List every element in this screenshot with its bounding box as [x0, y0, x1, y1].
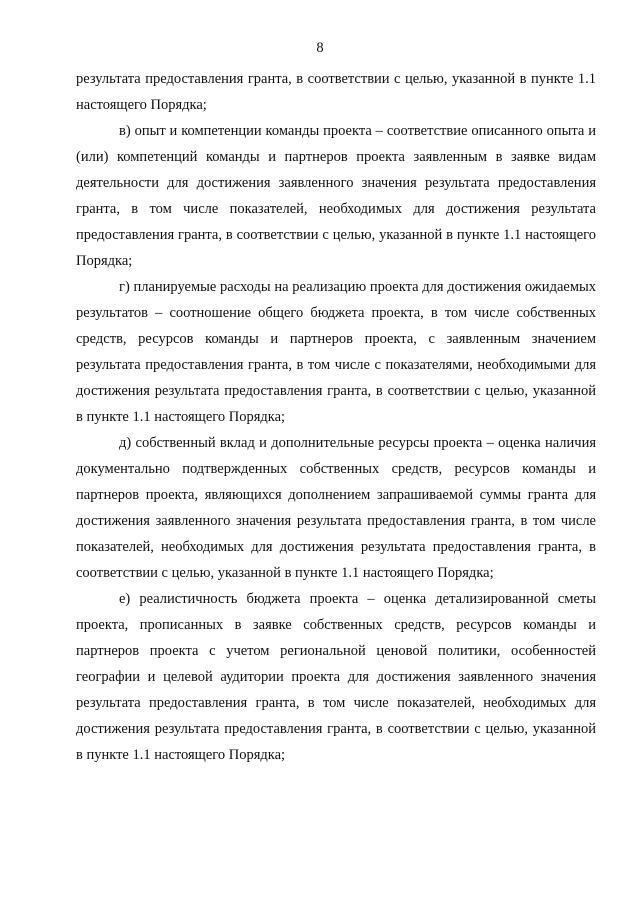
paragraph-item-d: д) собственный вклад и дополнительные ресурсы проекта – оценка наличия документально подтвержденных собственных средств, ресурсов команды и партнеров проекта, являющихся дополнением запрашиваемой суммы гранта для достижения заявленного значения результата предоставления гранта, в том числе показателей, необходимых для достижения результата предоставления гранта, в соответствии с целью, указанной в пункте 1.1 настоящего Порядка; [76, 435, 596, 581]
document-body [76, 66, 596, 768]
paragraph-item-v: в) опыт и компетенции команды проекта – соответствие описанного опыта и (или) компетенций команды и партнеров проекта заявленным в заявке видам деятельности для достижения заявленного значения результата предоставления гранта, в том числе показателей, необходимых для достижения результата предоставления гранта, в соответствии с целью, указанной в пункте 1.1 настоящего Порядка; [76, 123, 596, 269]
paragraph-item-e: е) реалистичность бюджета проекта – оценка детализированной сметы проекта, прописанных в заявке собственных средств, ресурсов команды и партнеров проекта с учетом региональной ценовой политики, особенностей географии и целевой аудитории проекта для достижения заявленного значения результата предоставления гранта, в том числе показателей, необходимых для достижения результата предоставления гранта, в соответствии с целью, указанной в пункте 1.1 настоящего Порядка; [76, 591, 596, 763]
paragraph-continuation: результата предоставления гранта, в соответствии с целью, указанной в пункте 1.1 настоящего Порядка; [76, 71, 596, 113]
page-number: 8 [316, 40, 324, 56]
paragraph-item-g: г) планируемые расходы на реализацию проекта для достижения ожидаемых результатов – соотношение общего бюджета проекта, в том числе собственных средств, ресурсов команды и партнеров проекта, с заявленным значением результата предоставления гранта, в том числе с показателями, необходимыми для достижения результата предоставления гранта, в соответствии с целью, указанной в пункте 1.1 настоящего Порядка; [76, 279, 596, 425]
